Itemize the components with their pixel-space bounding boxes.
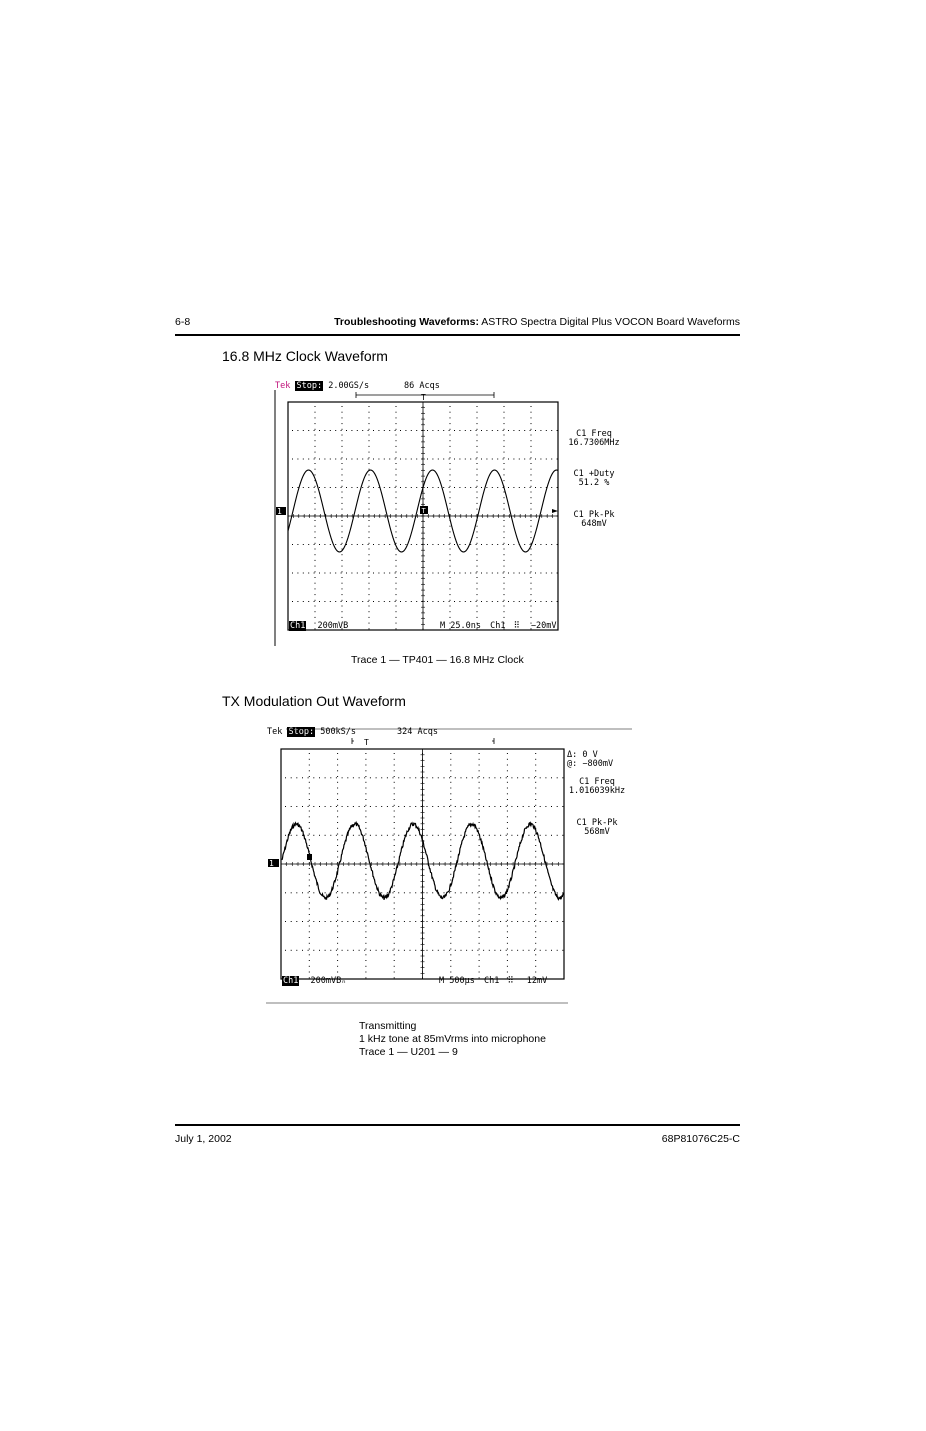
grid-dots-txmod bbox=[281, 749, 564, 979]
caption-clock: Trace 1 — TP401 — 16.8 MHz Clock bbox=[351, 654, 524, 666]
scope-volt-scale: 200mVΒ bbox=[317, 621, 349, 631]
scope2-volt-scale: 200mVΒₙ bbox=[310, 976, 347, 986]
scope2-trigger-position-marker: T bbox=[364, 738, 369, 747]
section-title-tx-mod: TX Modulation Out Waveform bbox=[222, 693, 406, 709]
measurement-pkpk-value: 648mV bbox=[581, 519, 607, 529]
scope2-time-readout: M 500µs Ch1 ⠿ 12mV bbox=[439, 976, 548, 986]
scope-ch-label: Ch1 bbox=[290, 621, 306, 631]
scope2-brand: Tek bbox=[267, 727, 283, 737]
scope2-timebase: M 500µs bbox=[439, 976, 475, 986]
page-number: 6-8 bbox=[175, 316, 191, 328]
caption-line-3: Trace 1 — U201 — 9 bbox=[359, 1046, 458, 1058]
cursor-delta: Δ: 0 V bbox=[567, 750, 598, 760]
scope-trig-channel: Ch1 bbox=[490, 621, 506, 631]
trigger-position-marker: T bbox=[421, 393, 426, 402]
measurement-freq-value: 16.7306MHz bbox=[568, 438, 620, 448]
cursor-readout bbox=[567, 751, 613, 769]
scope2-status: Stop: bbox=[288, 727, 315, 737]
header-rule bbox=[175, 334, 740, 336]
measurement-freq bbox=[562, 430, 626, 448]
scope-brand: Tek bbox=[275, 381, 291, 391]
caption-tx-mod bbox=[359, 1020, 546, 1059]
measurement-pkpk-label: C1 Pk-Pk bbox=[573, 510, 615, 520]
caption-line-2: 1 kHz tone at 85mVrms into microphone bbox=[359, 1033, 546, 1045]
scope-time-readout: M 25.0ns Ch1 ⠿ −20mV bbox=[440, 621, 557, 631]
scope2-channel-1-marker: 1 bbox=[269, 859, 274, 868]
cursor-at: @: −800mV bbox=[567, 759, 614, 769]
scope-bottom-readout bbox=[289, 621, 348, 631]
footer-date: July 1, 2002 bbox=[175, 1133, 232, 1145]
scope-timebase: M 25.0ns bbox=[440, 621, 481, 631]
caption-line-1: Transmitting bbox=[359, 1020, 417, 1032]
channel-1-marker: 1 bbox=[277, 507, 282, 516]
scope-trig-level: −20mV bbox=[530, 621, 557, 631]
measurement-duty bbox=[562, 470, 626, 488]
scope-sample-rate: 2.00GS/s bbox=[328, 381, 370, 391]
scope2-bottom-readout bbox=[282, 976, 346, 986]
measurement2-freq-label: C1 Freq bbox=[579, 777, 615, 787]
grid-dots-clock bbox=[288, 402, 558, 630]
scope2-trig-channel: Ch1 bbox=[483, 976, 500, 986]
scope-acqs: 86 Acqs bbox=[404, 381, 440, 391]
footer-doc-number: 68P81076C25-C bbox=[661, 1133, 740, 1145]
measurement-duty-value: 51.2 % bbox=[578, 478, 610, 488]
measurement2-freq-value: 1.016039kHz bbox=[568, 786, 626, 796]
scope-screenshot-txmod bbox=[266, 726, 634, 1008]
trigger-marker: T bbox=[421, 507, 426, 515]
scope2-sample-rate: 500kS/s bbox=[320, 727, 357, 737]
scope2-ch-label: Ch1 bbox=[283, 976, 299, 986]
measurement-pkpk bbox=[562, 511, 626, 529]
measurement2-pkpk bbox=[564, 819, 630, 837]
measurement2-freq bbox=[564, 778, 630, 796]
footer-rule bbox=[175, 1124, 740, 1126]
section-title-clock: 16.8 MHz Clock Waveform bbox=[222, 348, 388, 364]
running-header-bold: Troubleshooting Waveforms: bbox=[334, 316, 479, 328]
running-header-rest: ASTRO Spectra Digital Plus VOCON Board Waveforms bbox=[478, 316, 740, 328]
measurement-duty-label: C1 +Duty bbox=[573, 469, 615, 479]
scope-status: Stop: bbox=[296, 381, 323, 391]
running-header bbox=[334, 316, 740, 328]
measurement2-pkpk-value: 568mV bbox=[584, 827, 610, 837]
scope2-acqs: 324 Acqs bbox=[397, 727, 438, 737]
measurement-freq-label: C1 Freq bbox=[576, 429, 612, 439]
scope2-trig-level: 12mV bbox=[526, 976, 548, 986]
scope-screenshot-clock bbox=[274, 380, 634, 650]
measurement2-pkpk-label: C1 Pk-Pk bbox=[576, 818, 618, 828]
